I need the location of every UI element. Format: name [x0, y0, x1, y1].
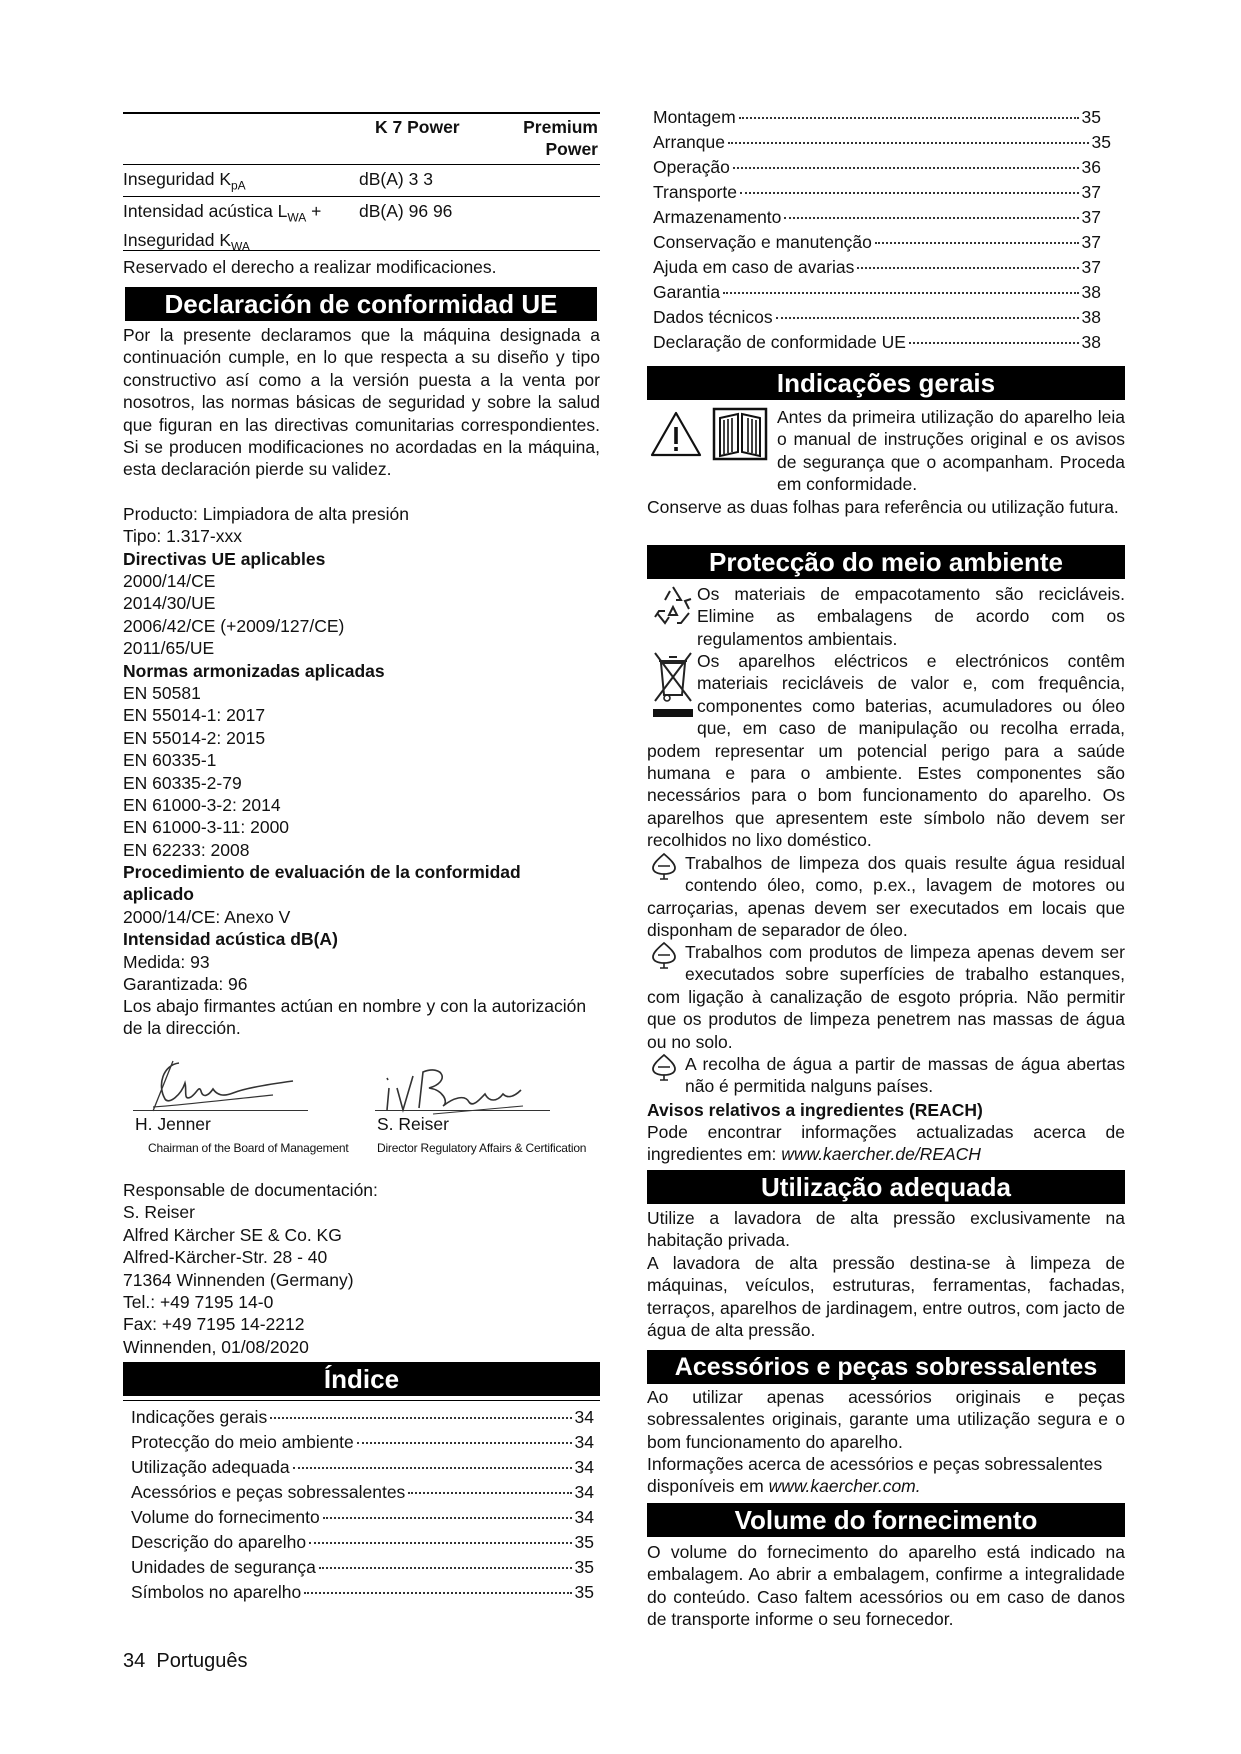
toc-item[interactable]: Símbolos no aparelho 35 [131, 1582, 594, 1602]
section-heading-accessories: Acessórios e peças sobressalentes [647, 1350, 1125, 1384]
toc-item[interactable]: Indicações gerais 34 [131, 1407, 594, 1427]
directives-title: Directivas UE aplicables [123, 549, 326, 569]
modification-note: Reservado el derecho a realizar modificaciones. [123, 257, 497, 277]
section-heading-environment: Protecção do meio ambiente [647, 545, 1125, 579]
table-header-model: K 7 Power [375, 117, 460, 137]
norms-list: EN 50581 EN 55014-1: 2017 EN 55014-2: 2015 EN 60335-1 EN 60335-2-79 EN 61000-3-2: 2014 EN 61000-3-11: 2000 EN 62233: 2008 [123, 683, 290, 860]
section-heading-declaration: Declaración de conformidad UE [125, 287, 597, 321]
declaration-product: Producto: Limpiadora de alta presión [123, 504, 410, 524]
noise-title: Intensidad acústica dB(A) [123, 929, 338, 949]
section-heading-general: Indicações gerais [647, 366, 1125, 400]
table-row-label: Inseguridad $K_{pA}$ [123, 169, 246, 193]
toc-item[interactable]: Arranque 35 [653, 132, 1111, 152]
weee-text: Os aparelhos eléctricos e electrónicos contêm materiais recicláveis de valor e, com frequência, componentes como baterias, acumuladores ou óleo que, em caso de manipulação ou recolha errada, podem representar um potencial perigo para a saúde humana e para o ambiente. Estes componentes são necessários para o bom funcionamento do aparelho. Os aparelhos que apresentem este símbolo não devem ser recolhidos no lixo doméstico. [647, 651, 1125, 851]
documentation-block: Responsable de documentación: S. Reiser Alfred Kärcher SE & Co. KG Alfred-Kärcher-Str. 28 - 40 71364 Winnenden (Germany) Tel.: +49 7195 14-0 Fax: +49 7195 14-2212 Winnenden, 01/08/2020 [123, 1180, 378, 1357]
table-row-label: Intensidad acústica $L_{WA}$ + Inseguridad $K_{WA}$ [123, 201, 322, 254]
page-number: 34 [123, 1650, 146, 1672]
toc-item[interactable]: Unidades de segurança 35 [131, 1557, 594, 1577]
accessories-text-2: Informações acerca de acessórios e peças sobressalentes disponíveis em www.kaercher.com. [647, 1454, 1103, 1497]
section-heading-scope: Volume do fornecimento [647, 1503, 1125, 1537]
procedure-value: 2000/14/CE: Anexo V [123, 907, 291, 927]
section-heading-intended-use: Utilização adequada [647, 1170, 1125, 1204]
reach-text: Pode encontrar informações actualizadas acerca de ingredientes em: www.kaercher.de/REACH [647, 1122, 1125, 1165]
signer1-name: H. Jenner [135, 1114, 211, 1134]
procedure-title: Procedimiento de evaluación de la conformidad aplicado [123, 862, 521, 905]
index-rule [123, 1400, 600, 1401]
page-footer [123, 1650, 248, 1673]
accessories-text-1: Ao utilizar apenas acessórios originais e peças sobressalentes originais, garante uma utilização segura e o bom funcionamento do aparelho. [647, 1387, 1125, 1452]
signature-reiser [373, 1058, 533, 1118]
table-bottom-rule [123, 250, 600, 251]
general-text: Antes da primeira utilização do aparelho leia o manual de instruções original e os avisos de segurança que o acompanham. Proceda em conformidade. [777, 407, 1125, 495]
table-row-values: dB(A) 96 96 [359, 201, 453, 221]
toc-item[interactable]: Operação 36 [653, 157, 1101, 177]
table-row-values: dB(A) 3 3 [359, 169, 433, 189]
toc-item[interactable]: Acessórios e peças sobressalentes 34 [131, 1482, 594, 1502]
oil-text-3: A recolha de água a partir de massas de água abertas não é permitida nalguns países. [685, 1054, 1125, 1097]
toc-item[interactable]: Armazenamento 37 [653, 207, 1101, 227]
toc-item[interactable]: Ajuda em caso de avarias 37 [653, 257, 1101, 277]
toc-item[interactable]: Dados técnicos 38 [653, 307, 1101, 327]
table-top-rule [123, 112, 600, 114]
toc-item[interactable]: Utilização adequada 34 [131, 1457, 594, 1477]
section-heading-index: Índice [123, 1362, 600, 1396]
oil-text-2: Trabalhos com produtos de limpeza apenas devem ser executados sobre superfícies de trabalho estanques, com ligação à canalização de esgoto própria. Não permitir que os produtos de limpeza penetrem nas massas de água ou no solo. [647, 942, 1125, 1052]
signer2-title: Director Regulatory Affairs & Certification [377, 1141, 587, 1155]
directives-list: 2000/14/CE 2014/30/UE 2006/42/CE (+2009/127/CE) 2011/65/UE [123, 571, 345, 659]
signer1-title: Chairman of the Board of Management [148, 1141, 349, 1155]
toc-item[interactable]: Declaração de conformidade UE 38 [653, 332, 1101, 352]
declaration-intro: Por la presente declaramos que la máquina designada a continuación cumple, en lo que respecta a su diseño y tipo constructivo así como a la versión puesta a la venta por nosotros, las normas básicas de seguridad y sobre la salud que figuran en las directivas comunitarias correspondientes. Si se producen modificaciones no acordadas en la máquina, esta declaración pierde su validez. [123, 325, 600, 480]
accessories-link[interactable]: www.kaercher.com. [768, 1476, 921, 1497]
signature-line-2 [375, 1110, 550, 1111]
signature-line-1 [133, 1110, 308, 1111]
toc-item[interactable]: Conservação e manutenção 37 [653, 232, 1101, 252]
norms-title: Normas armonizadas aplicadas [123, 661, 385, 681]
signer2-name: S. Reiser [377, 1114, 449, 1134]
signature-jenner [143, 1055, 323, 1115]
toc-item[interactable]: Volume do fornecimento 34 [131, 1507, 594, 1527]
table-row-rule [123, 196, 600, 197]
toc-item[interactable]: Protecção do meio ambiente 34 [131, 1432, 594, 1452]
toc-item[interactable]: Descrição do aparelho 35 [131, 1532, 594, 1552]
reach-title: Avisos relativos a ingredientes (REACH) [647, 1100, 983, 1120]
noise-measured: Medida: 93 [123, 952, 210, 972]
recycle-text: Os materiais de empacotamento são recicláveis. Elimine as embalagens de acordo com os regulamentos ambientais. [697, 584, 1125, 649]
reach-link[interactable]: www.kaercher.de/REACH [781, 1144, 981, 1165]
noise-guaranteed: Garantizada: 96 [123, 974, 248, 994]
toc-item[interactable]: Garantia 38 [653, 282, 1101, 302]
signers-note: Los abajo firmantes actúan en nombre y con la autorización de la dirección. [123, 996, 587, 1039]
intended-use-text-2: A lavadora de alta pressão destina-se à limpeza de máquinas, veículos, estruturas, ferramentas, fachadas, terraços, aparelhos de jardinagem, entre outros, com jacto de água de alta pressão. [647, 1253, 1125, 1341]
scope-text: O volume do fornecimento do aparelho está indicado na embalagem. Ao abrir a embalagem, confirme a integralidade do conteúdo. Caso faltem acessórios ou em caso de danos de transporte informe o seu fornecedor. [647, 1542, 1125, 1630]
declaration-type: Tipo: 1.317-xxx [123, 526, 242, 546]
table-header-rule [123, 164, 600, 165]
footer-language: Português [156, 1650, 248, 1672]
toc-item[interactable]: Transporte 37 [653, 182, 1101, 202]
toc-item[interactable]: Montagem 35 [653, 107, 1101, 127]
oil-text-1: Trabalhos de limpeza dos quais resulte água residual contendo óleo, como, p.ex., lavagem de motores ou carroçarias, apenas devem ser executados em locais que disponham de separador de óleo. [647, 853, 1125, 941]
intended-use-text-1: Utilize a lavadora de alta pressão exclusivamente na habitação privada. [647, 1208, 1125, 1251]
general-text-2: Conserve as duas folhas para referência ou utilização futura. [647, 497, 1119, 517]
table-header-premium: Premium Power [523, 117, 598, 160]
